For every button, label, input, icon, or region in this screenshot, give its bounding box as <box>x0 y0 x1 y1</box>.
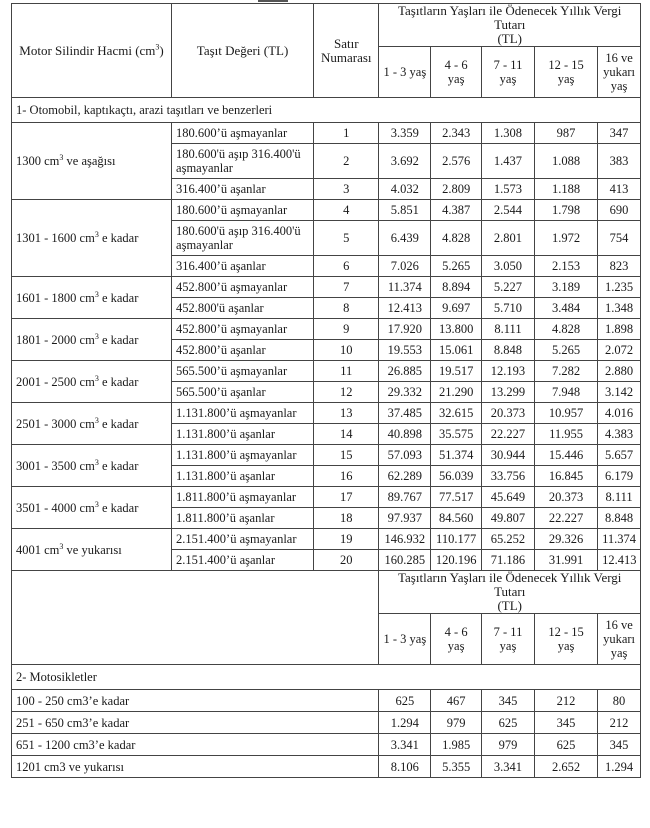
tax-amount-cell: 10.957 <box>534 403 597 424</box>
tax-amount-cell: 17.920 <box>379 319 431 340</box>
vehicle-value-cell: 316.400’ü aşanlar <box>172 179 314 200</box>
vehicle-value-cell: 180.600'ü aşıp 316.400'ü aşmayanlar <box>172 144 314 179</box>
tax-amount-cell: 13.299 <box>482 382 535 403</box>
tax-amount-cell: 1.798 <box>534 200 597 221</box>
tax-amount-cell: 15.061 <box>431 340 482 361</box>
header-age-3 <box>482 614 535 665</box>
vehicle-value-cell: 180.600’ü aşmayanlar <box>172 200 314 221</box>
tax-amount-cell: 8.111 <box>482 319 535 340</box>
vehicle-value-cell: 316.400’ü aşanlar <box>172 256 314 277</box>
table-row <box>12 361 641 382</box>
header-age-label: yukarı <box>603 65 635 79</box>
tax-amount-cell: 13.800 <box>431 319 482 340</box>
engine-capacity-cell: 1301 - 1600 $cm^3$ e kadar <box>12 200 172 277</box>
tax-amount-cell: 1.188 <box>534 179 597 200</box>
tax-amount-cell: 2.880 <box>598 361 641 382</box>
vehicle-value-cell: 452.800’ü aşanlar <box>172 340 314 361</box>
tax-amount-cell: 1.294 <box>598 756 641 778</box>
tax-amount-cell: 3.050 <box>482 256 535 277</box>
table-row <box>12 529 641 550</box>
engine-capacity-cell: 2501 - 3000 $cm^3$ e kadar <box>12 403 172 445</box>
tax-amount-cell: 212 <box>598 712 641 734</box>
vehicle-value-cell: 1.131.800’ü aşmayanlar <box>172 445 314 466</box>
row-number-cell: 18 <box>314 508 379 529</box>
table-header <box>12 4 641 98</box>
tax-amount-cell: 4.032 <box>379 179 431 200</box>
tax-amount-cell: 62.289 <box>379 466 431 487</box>
vehicle-value-cell: 452.800’ü aşmayanlar <box>172 277 314 298</box>
tax-amount-cell: 2.801 <box>482 221 535 256</box>
row-number-cell: 14 <box>314 424 379 445</box>
tax-amount-cell: 625 <box>482 712 535 734</box>
row-number-cell: 2 <box>314 144 379 179</box>
row-number-cell: 12 <box>314 382 379 403</box>
header-age-label: yukarı <box>603 632 635 646</box>
tax-amount-cell: 345 <box>534 712 597 734</box>
tax-amount-cell: 3.692 <box>379 144 431 179</box>
tax-amount-cell: 56.039 <box>431 466 482 487</box>
tax-amount-cell: 1.088 <box>534 144 597 179</box>
row-number-cell: 10 <box>314 340 379 361</box>
tax-amount-cell: 1.985 <box>431 734 482 756</box>
tax-amount-cell: 29.332 <box>379 382 431 403</box>
header-engine: Motor Silindir Hacmi $(cm^3)$ <box>12 4 172 98</box>
tax-amount-cell: 160.285 <box>379 550 431 571</box>
header-age-label: yaş <box>557 72 575 86</box>
tax-amount-cell: 35.575 <box>431 424 482 445</box>
tax-amount-cell: 7.948 <box>534 382 597 403</box>
tax-amount-cell: 77.517 <box>431 487 482 508</box>
row-number-cell: 19 <box>314 529 379 550</box>
row-number-cell: 17 <box>314 487 379 508</box>
header-age-label: 16 ve <box>605 51 633 65</box>
tax-amount-cell: 12.413 <box>379 298 431 319</box>
tax-amount-cell: 31.991 <box>534 550 597 571</box>
header-age-1 <box>379 47 431 98</box>
tax-amount-cell: 5.851 <box>379 200 431 221</box>
tax-amount-cell: 7.282 <box>534 361 597 382</box>
table-row <box>12 445 641 466</box>
tax-amount-cell: 2.544 <box>482 200 535 221</box>
table-row <box>12 200 641 221</box>
tax-amount-cell: 29.326 <box>534 529 597 550</box>
row-number-cell: 7 <box>314 277 379 298</box>
tax-amount-cell: 8.848 <box>482 340 535 361</box>
motorcycle-engine-cell: 1201 cm3 ve yukarısı <box>12 756 379 778</box>
header-tax-title-line2: (TL) <box>497 31 522 46</box>
table-row <box>12 319 641 340</box>
tax-amount-cell: 5.265 <box>431 256 482 277</box>
header-age-4 <box>534 614 597 665</box>
tax-amount-cell: 6.179 <box>598 466 641 487</box>
tax-amount-cell: 21.290 <box>431 382 482 403</box>
tax-amount-cell: 8.111 <box>598 487 641 508</box>
engine-capacity-cell: 1601 - 1800 $cm^3$ e kadar <box>12 277 172 319</box>
tax-amount-cell: 979 <box>431 712 482 734</box>
vehicle-value-cell: 2.151.400’ü aşmayanlar <box>172 529 314 550</box>
tax-amount-cell: 110.177 <box>431 529 482 550</box>
tax-amount-cell: 5.227 <box>482 277 535 298</box>
tax-amount-cell: 2.576 <box>431 144 482 179</box>
top-edge-mark <box>258 0 288 2</box>
section-title-automobiles: 1- Otomobil, kaptıkaçtı, arazi taşıtları ve benzerleri <box>12 98 641 123</box>
tax-amount-cell: 2.652 <box>534 756 597 778</box>
tax-amount-cell: 8.894 <box>431 277 482 298</box>
blank-header-cell <box>12 571 379 665</box>
section-title-motorcycles: 2- Motosikletler <box>12 665 641 690</box>
tax-amount-cell: 19.517 <box>431 361 482 382</box>
tax-amount-cell: 84.560 <box>431 508 482 529</box>
tax-amount-cell: 5.355 <box>431 756 482 778</box>
row-number-cell: 15 <box>314 445 379 466</box>
tax-amount-cell: 80 <box>598 690 641 712</box>
header-age-1 <box>379 614 431 665</box>
vehicle-value-cell: 1.811.800’ü aşmayanlar <box>172 487 314 508</box>
tax-amount-cell: 2.343 <box>431 123 482 144</box>
row-number-cell: 1 <box>314 123 379 144</box>
tax-amount-cell: 3.341 <box>482 756 535 778</box>
vehicle-value-cell: 452.800'ü aşanlar <box>172 298 314 319</box>
tax-amount-cell: 987 <box>534 123 597 144</box>
header-age-2 <box>431 614 482 665</box>
table-row <box>12 690 641 712</box>
tax-amount-cell: 3.189 <box>534 277 597 298</box>
tax-amount-cell: 413 <box>598 179 641 200</box>
tax-amount-cell: 22.227 <box>534 508 597 529</box>
tax-amount-cell: 4.828 <box>534 319 597 340</box>
row-number-cell: 8 <box>314 298 379 319</box>
row-number-cell: 11 <box>314 361 379 382</box>
row-number-cell: 20 <box>314 550 379 571</box>
vehicle-value-cell: 180.600'ü aşıp 316.400'ü aşmayanlar <box>172 221 314 256</box>
tax-amount-cell: 3.142 <box>598 382 641 403</box>
row-number-cell: 16 <box>314 466 379 487</box>
header-tax-title-2-line1: Taşıtların Yaşları ile Ödenecek Yıllık Vergi Tutarı <box>398 570 622 599</box>
tax-amount-cell: 9.697 <box>431 298 482 319</box>
section-motorcycles-header <box>12 571 641 665</box>
vehicle-value-cell: 565.500’ü aşmayanlar <box>172 361 314 382</box>
header-age-label: 7 - 11 <box>493 58 523 72</box>
tax-amount-cell: 45.649 <box>482 487 535 508</box>
tax-amount-cell: 71.186 <box>482 550 535 571</box>
header-row-number-line2: Numarası <box>320 49 372 65</box>
tax-amount-cell: 3.484 <box>534 298 597 319</box>
row-number-cell: 5 <box>314 221 379 256</box>
tax-amount-cell: 12.193 <box>482 361 535 382</box>
header-age-label: 16 ve <box>605 618 633 632</box>
vehicle-value-cell: 565.500’ü aşanlar <box>172 382 314 403</box>
tax-amount-cell: 19.553 <box>379 340 431 361</box>
tax-amount-cell: 32.615 <box>431 403 482 424</box>
header-tax-title-line1: Taşıtların Yaşları ile Ödenecek Yıllık Vergi Tutarı <box>398 3 622 32</box>
tax-amount-cell: 4.828 <box>431 221 482 256</box>
header-age-label: yaş <box>610 79 628 93</box>
section-motorcycles <box>12 665 641 778</box>
header-age-label: 4 - 6 yaş <box>444 58 468 86</box>
tax-amount-cell: 212 <box>534 690 597 712</box>
tax-amount-cell: 20.373 <box>534 487 597 508</box>
tax-amount-cell: 1.348 <box>598 298 641 319</box>
tax-amount-cell: 5.657 <box>598 445 641 466</box>
header-age-label: 12 - 15 <box>548 58 584 72</box>
header-age-3 <box>482 47 535 98</box>
tax-amount-cell: 5.265 <box>534 340 597 361</box>
table-row <box>12 403 641 424</box>
tax-amount-cell: 3.359 <box>379 123 431 144</box>
vehicle-value-cell: 1.811.800’ü aşanlar <box>172 508 314 529</box>
header-age-label: 12 - 15 <box>548 625 584 639</box>
tax-amount-cell: 383 <box>598 144 641 179</box>
tax-amount-cell: 16.845 <box>534 466 597 487</box>
tax-amount-cell: 8.106 <box>379 756 431 778</box>
header-age-label: 4 - 6 yaş <box>444 625 468 653</box>
tax-amount-cell: 1.898 <box>598 319 641 340</box>
tax-amount-cell: 26.885 <box>379 361 431 382</box>
header-age-5 <box>598 47 641 98</box>
header-tax-title <box>379 4 641 47</box>
header-age-2 <box>431 47 482 98</box>
header-age-label: yaş <box>499 72 517 86</box>
table-row <box>12 487 641 508</box>
header-age-label: yaş <box>610 646 628 660</box>
row-number-cell: 13 <box>314 403 379 424</box>
tax-amount-cell: 2.809 <box>431 179 482 200</box>
tax-amount-cell: 97.937 <box>379 508 431 529</box>
engine-capacity-cell: 1801 - 2000 $cm^3$ e kadar <box>12 319 172 361</box>
tax-amount-cell: 347 <box>598 123 641 144</box>
tax-amount-cell: 12.413 <box>598 550 641 571</box>
header-age-5 <box>598 614 641 665</box>
tax-amount-cell: 20.373 <box>482 403 535 424</box>
table-row <box>12 734 641 756</box>
tax-amount-cell: 2.072 <box>598 340 641 361</box>
tax-amount-cell: 754 <box>598 221 641 256</box>
vehicle-value-cell: 2.151.400’ü aşanlar <box>172 550 314 571</box>
tax-amount-cell: 33.756 <box>482 466 535 487</box>
tax-amount-cell: 37.485 <box>379 403 431 424</box>
tax-amount-cell: 15.446 <box>534 445 597 466</box>
vehicle-value-cell: 1.131.800’ü aşmayanlar <box>172 403 314 424</box>
tax-amount-cell: 345 <box>598 734 641 756</box>
tax-amount-cell: 30.944 <box>482 445 535 466</box>
tax-amount-cell: 1.437 <box>482 144 535 179</box>
tax-amount-cell: 1.308 <box>482 123 535 144</box>
engine-capacity-cell: 4001 $cm^3$ ve yukarısı <box>12 529 172 571</box>
vehicle-value-cell: 180.600’ü aşmayanlar <box>172 123 314 144</box>
header-tax-title-2 <box>379 571 641 614</box>
table-row <box>12 123 641 144</box>
section-automobiles <box>12 98 641 571</box>
tax-amount-cell: 625 <box>379 690 431 712</box>
table-row <box>12 277 641 298</box>
tax-amount-cell: 11.955 <box>534 424 597 445</box>
tax-amount-cell: 22.227 <box>482 424 535 445</box>
tax-amount-cell: 5.710 <box>482 298 535 319</box>
header-age-label: 1 - 3 yaş <box>383 632 427 646</box>
tax-amount-cell: 51.374 <box>431 445 482 466</box>
engine-capacity-cell: 3501 - 4000 $cm^3$ e kadar <box>12 487 172 529</box>
table-row <box>12 756 641 778</box>
tax-amount-cell: 49.807 <box>482 508 535 529</box>
table-row <box>12 712 641 734</box>
header-age-label: yaş <box>557 639 575 653</box>
tax-amount-cell: 4.383 <box>598 424 641 445</box>
row-number-cell: 4 <box>314 200 379 221</box>
tax-amount-cell: 89.767 <box>379 487 431 508</box>
tax-amount-cell: 57.093 <box>379 445 431 466</box>
engine-capacity-cell: 3001 - 3500 $cm^3$ e kadar <box>12 445 172 487</box>
tax-amount-cell: 1.573 <box>482 179 535 200</box>
tax-amount-cell: 4.016 <box>598 403 641 424</box>
header-age-label: 7 - 11 <box>493 625 523 639</box>
tax-amount-cell: 4.387 <box>431 200 482 221</box>
tax-amount-cell: 823 <box>598 256 641 277</box>
tax-amount-cell: 11.374 <box>598 529 641 550</box>
tax-amount-cell: 690 <box>598 200 641 221</box>
motorcycle-engine-cell: 251 - 650 cm3’e kadar <box>12 712 379 734</box>
tax-amount-cell: 65.252 <box>482 529 535 550</box>
tax-amount-cell: 345 <box>482 690 535 712</box>
tax-amount-cell: 467 <box>431 690 482 712</box>
motorcycle-engine-cell: 651 - 1200 cm3’e kadar <box>12 734 379 756</box>
vehicle-value-cell: 1.131.800’ü aşanlar <box>172 424 314 445</box>
tax-amount-cell: 7.026 <box>379 256 431 277</box>
engine-capacity-cell: 2001 - 2500 $cm^3$ e kadar <box>12 361 172 403</box>
tax-amount-cell: 3.341 <box>379 734 431 756</box>
header-age-4 <box>534 47 597 98</box>
row-number-cell: 3 <box>314 179 379 200</box>
engine-capacity-cell: 1300 $cm^3$ ve aşağısı <box>12 123 172 200</box>
motorcycle-engine-cell: 100 - 250 cm3’e kadar <box>12 690 379 712</box>
tax-amount-cell: 1.235 <box>598 277 641 298</box>
row-number-cell: 6 <box>314 256 379 277</box>
tax-amount-cell: 120.196 <box>431 550 482 571</box>
tax-amount-cell: 979 <box>482 734 535 756</box>
row-number-cell: 9 <box>314 319 379 340</box>
vehicle-value-cell: 452.800’ü aşmayanlar <box>172 319 314 340</box>
header-vehicle-value: Taşıt Değeri (TL) <box>172 4 314 98</box>
tax-amount-cell: 2.153 <box>534 256 597 277</box>
vehicle-value-cell: 1.131.800’ü aşanlar <box>172 466 314 487</box>
tax-amount-cell: 1.972 <box>534 221 597 256</box>
vehicle-tax-table <box>11 3 641 778</box>
tax-amount-cell: 1.294 <box>379 712 431 734</box>
header-age-label: 1 - 3 yaş <box>383 65 427 79</box>
tax-amount-cell: 8.848 <box>598 508 641 529</box>
header-row-number <box>314 4 379 98</box>
header-row-number-line1: Satır <box>333 35 359 51</box>
header-tax-title-2-line2: (TL) <box>497 598 522 613</box>
tax-amount-cell: 146.932 <box>379 529 431 550</box>
tax-amount-cell: 625 <box>534 734 597 756</box>
tax-amount-cell: 6.439 <box>379 221 431 256</box>
header-age-label: yaş <box>499 639 517 653</box>
tax-amount-cell: 40.898 <box>379 424 431 445</box>
tax-amount-cell: 11.374 <box>379 277 431 298</box>
